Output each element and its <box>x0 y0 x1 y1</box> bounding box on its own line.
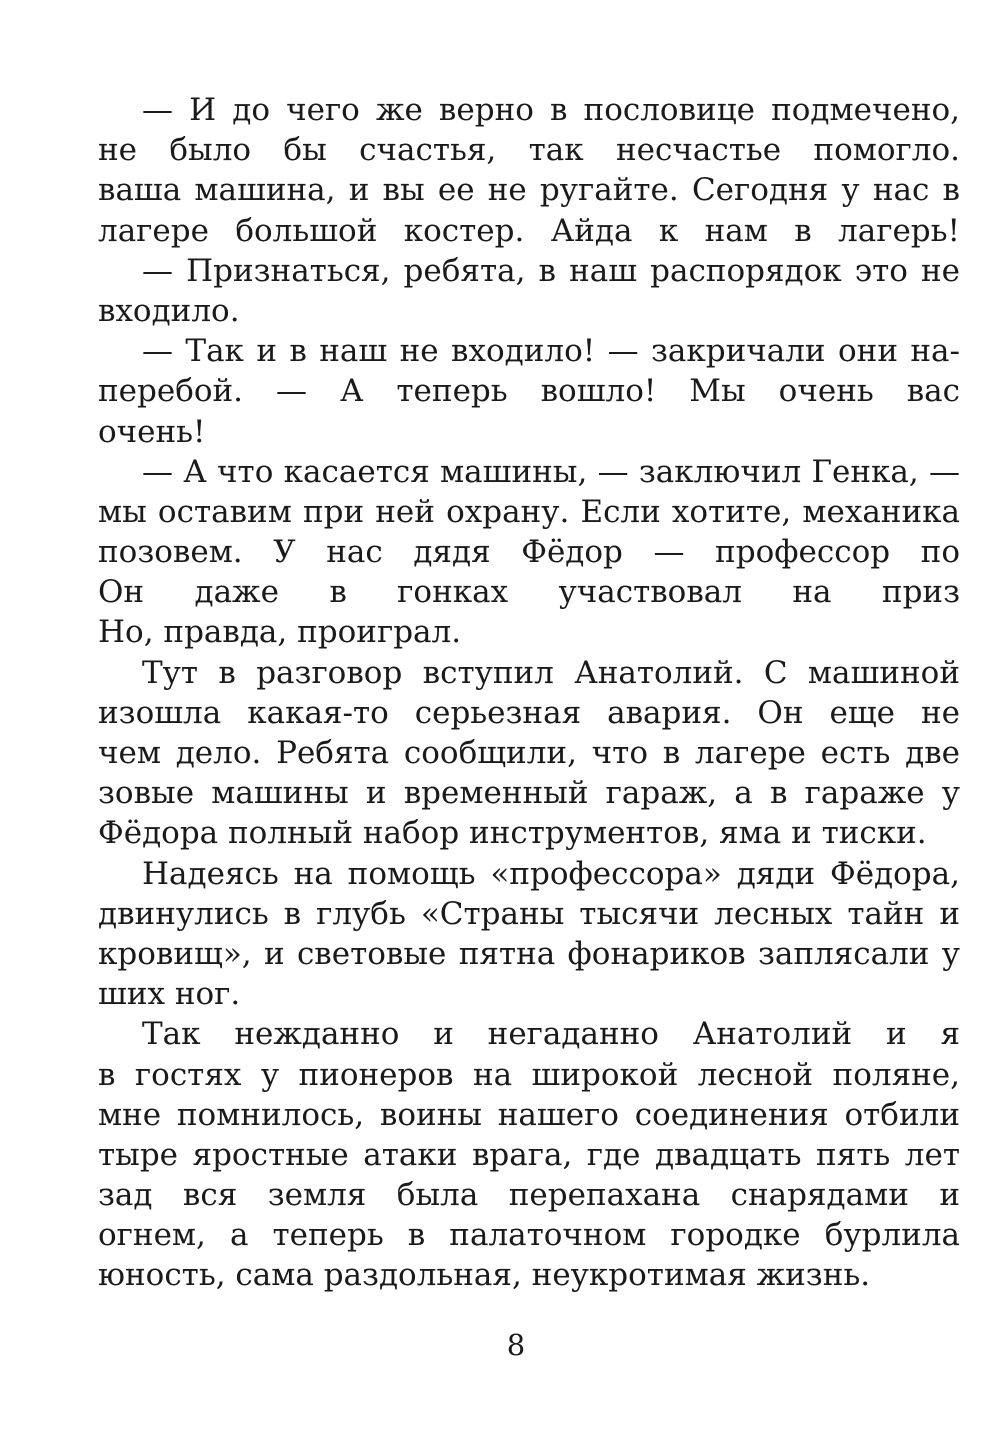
paragraph <box>98 1014 960 1295</box>
text-line: перебой. — А теперь вошло! Мы очень вас <box>98 373 960 410</box>
text-line: Так нежданно и негаданно Анатолий и я <box>142 1016 960 1053</box>
text-line: — Так и в наш не входило! — закричали они на- <box>142 333 960 370</box>
paragraph <box>98 90 960 251</box>
text-line: изошла какая-то серьезная авария. Он еще не <box>98 694 960 731</box>
paragraph <box>98 331 960 452</box>
text-line: не было бы счастья, так несчастье помогло. <box>98 132 960 169</box>
text-line: Фёдора полный набор инструментов, яма и тиски. <box>98 815 927 852</box>
body-text <box>98 90 960 1296</box>
paragraph <box>98 452 960 653</box>
text-line: тыре яростные атаки врага, где двадцать пять лет <box>98 1136 960 1173</box>
text-line: мне помнилось, воины нашего соединения отбили <box>98 1096 960 1133</box>
text-line: ших ног. <box>98 976 241 1013</box>
text-line: очень! <box>98 413 206 450</box>
paragraph <box>98 653 960 854</box>
text-line: Тут в разговор вступил Анатолий. С машиной <box>142 654 960 691</box>
text-line: входило. <box>98 292 240 329</box>
text-line: зад вся земля была перепахана снарядами и <box>98 1177 960 1214</box>
paragraph <box>98 251 960 331</box>
text-line: — И до чего же верно в пословице подмечено, <box>142 92 960 128</box>
page-number: 8 <box>506 1328 526 1362</box>
text-line: двинулись в глубь «Страны тысячи лесных тайн и <box>98 895 960 932</box>
text-line: мы оставим при ней охрану. Если хотите, механика <box>98 493 960 530</box>
text-line: ваша машина, и вы ее не ругайте. Сегодня у нас в <box>98 172 960 209</box>
text-line: Но, правда, проиграл. <box>98 614 462 651</box>
text-line: юность, сама раздольная, неукротимая жизнь. <box>98 1257 871 1294</box>
text-line: — А что касается машины, — заключил Генка, — <box>142 453 960 490</box>
text-line: зовые машины и временный гараж, а в гараже у <box>98 775 960 812</box>
text-line: кровищ», и световые пятна фонариков заплясали у <box>98 935 960 972</box>
text-line: чем дело. Ребята сообщили, что в лагере есть две <box>98 735 960 771</box>
text-line: — Признаться, ребята, в наш распорядок это не <box>142 252 960 289</box>
text-line: позовем. У нас дядя Фёдор — профессор по <box>98 534 960 571</box>
text-line: Надеясь на помощь «профессора» дяди Фёдора, <box>142 855 960 892</box>
text-line: огнем, а теперь в палаточном городке бурлила <box>98 1217 960 1254</box>
paragraph <box>98 854 960 1015</box>
text-line: лагере большой костер. Айда к нам в лагерь! <box>98 212 960 249</box>
text-line: в гостях у пионеров на широкой лесной поляне, <box>98 1056 960 1093</box>
text-line: Он даже в гонках участвовал на приз <box>98 574 960 611</box>
